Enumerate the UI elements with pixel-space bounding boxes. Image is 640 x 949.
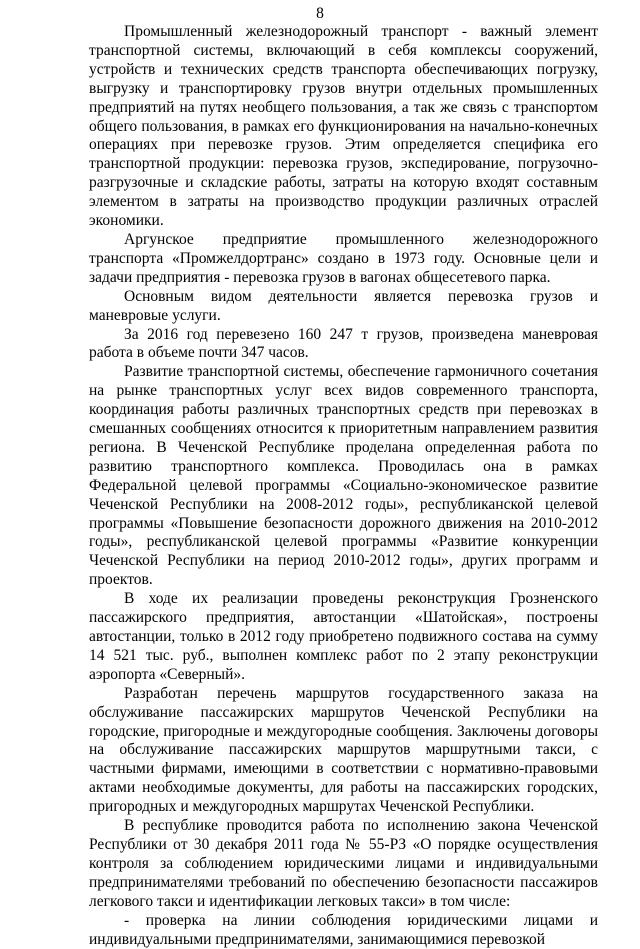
document-body (89, 23, 598, 949)
paragraph-inspection-item: - проверка на линии соблюдения юридическими лицами и индивидуальными предпринимателями, занимающимися перевозкой (89, 911, 598, 948)
paragraph-main-activity: Основным видом деятельности является перевозка грузов и маневровые услуги. (89, 287, 598, 324)
page-number: 8 (316, 5, 324, 22)
paragraph-2016-results: За 2016 год перевезено 160 247 т грузов, произведена маневровая работа в объеме почти 347 часов. (89, 325, 598, 362)
paragraph-argun-enterprise: Аргунское предприятие промышленного железнодорожного транспорта «Промжелдортранс» создано в 1973 году. Основные цели и задачи предприятия - перевозка грузов в вагонах общесетевого парка. (89, 230, 598, 286)
paragraph-route-list: Разработан перечень маршрутов государственного заказа на обслуживание пассажирских маршрутов Чеченской Республики на городские, пригородные и междугородные сообщения. Заключены договоры на обслуживание пассажирских маршрутов маршрутными такси, с частными фирмами, имеющими в соответствии с нормативно-правовыми актами необходимые документы, для работы на пассажирских городских, пригородных и междугородных маршрутах Чеченской Республики. (89, 684, 598, 816)
paragraph-taxi-law: В республике проводится работа по исполнению закона Чеченской Республики от 30 декабря 2011 года № 55-РЗ «О порядке осуществления контроля за соблюдением юридическими лицами и индивидуальными предпринимателями требований по обеспечению безопасности пассажиров легкового такси и идентификации легковых такси» в том числе: (89, 817, 598, 910)
paragraph-implementation-results: В ходе их реализации проведены реконструкция Грозненского пассажирского предприятия, автостанции «Шатойская», построены автостанции, только в 2012 году приобретено подвижного состава на сумму 14 521 тыс. руб., выполнен комплекс работ по 2 этапу реконструкции аэропорта «Северный». (89, 590, 598, 683)
paragraph-industrial-rail-transport: Промышленный железнодорожный транспорт - важный элемент транспортной системы, включающий в себя комплексы сооружений, устройств и технических средств транспорта обеспечивающих погрузку, выгрузку и транспортировку грузов внутри отдельных промышленных предприятий на путях необщего пользования, а так же связь с транспортом общего пользования, в рамках его функционирования на начально-конечных операциях при перевозке грузов. Этим определяется специфика его транспортной продукции: перевозка грузов, экспедирование, погрузочно-разгрузочные и складские работы, затраты на которую входят составным элементом в затраты на производство продукции различных отраслей экономики. (89, 23, 598, 230)
paragraph-transport-development: Развитие транспортной системы, обеспечение гармоничного сочетания на рынке транспортных услуг всех видов современного транспорта, координация работы различных транспортных средств при перевозках в смешанных сообщениях относится к приоритетным направлением развития региона. В Чеченской Республике проделана определенная работа по развитию транспортного комплекса. Проводилась она в рамках Федеральной целевой программы «Социально-экономическое развитие Чеченской Республики на 2008-2012 годы», республиканской целевой программы «Повышение безопасности дорожного движения на 2010-2012 годы», республиканской целевой программы «Развитие конкуренции Чеченской Республики на период 2010-2012 годы», других программ и проектов. (89, 363, 598, 589)
